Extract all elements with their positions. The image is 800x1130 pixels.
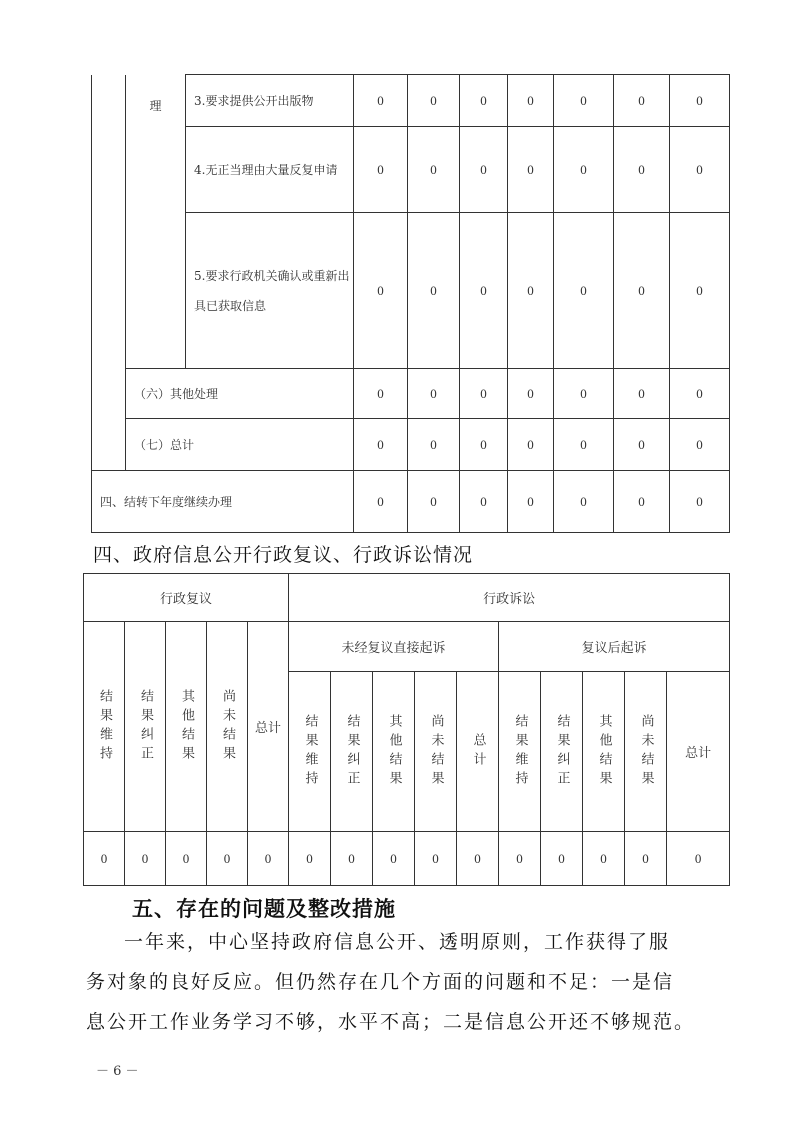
- col-header: 结果维持: [499, 672, 541, 832]
- cell: 0: [508, 419, 554, 471]
- cell: 0: [408, 419, 460, 471]
- cell: 0: [625, 832, 667, 886]
- col-header: 尚未结果: [625, 672, 667, 832]
- cell: 0: [408, 369, 460, 419]
- cell: 0: [408, 213, 460, 369]
- review-litigation-table: [83, 573, 730, 886]
- row-label: 3.要求提供公开出版物: [186, 75, 354, 127]
- cell: 0: [508, 213, 554, 369]
- cell: 0: [541, 832, 583, 886]
- col-header: 结果纠正: [331, 672, 373, 832]
- litigation-header: 行政诉讼: [289, 574, 730, 622]
- cell: 0: [554, 75, 614, 127]
- outer-indent-cell: [92, 75, 126, 471]
- direct-header: 未经复议直接起诉: [289, 622, 499, 672]
- cell: 0: [508, 127, 554, 213]
- row-label: 5.要求行政机关确认或重新出具已获取信息: [186, 213, 354, 369]
- cell: 0: [499, 832, 541, 886]
- cell: 0: [408, 127, 460, 213]
- section4-title: 四、政府信息公开行政复议、行政诉讼情况: [93, 544, 474, 566]
- col-header: 总计: [667, 672, 730, 832]
- row-label: （六）其他处理: [126, 369, 354, 419]
- col-header: 总计: [248, 622, 289, 832]
- cell: 0: [670, 471, 730, 533]
- row-label: （七）总计: [126, 419, 354, 471]
- cell: 0: [614, 213, 670, 369]
- cell: 0: [354, 471, 408, 533]
- cell: 0: [508, 369, 554, 419]
- cell: 0: [670, 75, 730, 127]
- row-label: 4.无正当理由大量反复申请: [186, 127, 354, 213]
- cell: 0: [614, 419, 670, 471]
- cell: 0: [670, 213, 730, 369]
- processing-table: [91, 74, 730, 533]
- cell: 0: [508, 75, 554, 127]
- cell: 0: [289, 832, 331, 886]
- cell: 0: [670, 369, 730, 419]
- col-header: 结果纠正: [541, 672, 583, 832]
- cell: 0: [554, 213, 614, 369]
- cell: 0: [554, 127, 614, 213]
- cell: 0: [248, 832, 289, 886]
- col-header: 总计: [457, 672, 499, 832]
- row-label: 四、结转下年度继续办理: [92, 471, 354, 533]
- cell: 0: [670, 127, 730, 213]
- cell: 0: [354, 75, 408, 127]
- cell: 0: [408, 75, 460, 127]
- col-header: 其他结果: [583, 672, 625, 832]
- para-line: 息公开工作业务学习不够，水平不高；二是信息公开还不够规范。: [86, 1011, 696, 1033]
- cell: 0: [125, 832, 166, 886]
- cell: 0: [84, 832, 125, 886]
- cell: 0: [354, 127, 408, 213]
- page-number: － 6 －: [96, 1064, 139, 1079]
- col-header: 尚未结果: [415, 672, 457, 832]
- after-review-header: 复议后起诉: [499, 622, 730, 672]
- cell: 0: [554, 369, 614, 419]
- section5-paragraph: [86, 922, 730, 1042]
- cell: 0: [415, 832, 457, 886]
- cell: 0: [408, 471, 460, 533]
- cell: 0: [667, 832, 730, 886]
- review-header: 行政复议: [84, 574, 289, 622]
- para-line: 务对象的良好反应。但仍然存在几个方面的问题和不足：一是信: [86, 971, 675, 993]
- cell: 0: [614, 127, 670, 213]
- cell: 0: [583, 832, 625, 886]
- cell: 0: [207, 832, 248, 886]
- cell: 0: [460, 127, 508, 213]
- cell: 0: [554, 419, 614, 471]
- cell: 0: [460, 419, 508, 471]
- side-label: 理: [126, 75, 186, 369]
- cell: 0: [614, 369, 670, 419]
- col-header: 结果维持: [289, 672, 331, 832]
- section5-title: 五、存在的问题及整改措施: [132, 896, 396, 921]
- cell: 0: [331, 832, 373, 886]
- col-header: 尚未结果: [207, 622, 248, 832]
- col-header: 其他结果: [373, 672, 415, 832]
- cell: 0: [460, 471, 508, 533]
- cell: 0: [670, 419, 730, 471]
- cell: 0: [373, 832, 415, 886]
- cell: 0: [457, 832, 499, 886]
- cell: 0: [554, 471, 614, 533]
- cell: 0: [354, 369, 408, 419]
- col-header: 结果纠正: [125, 622, 166, 832]
- cell: 0: [354, 213, 408, 369]
- col-header: 结果维持: [84, 622, 125, 832]
- cell: 0: [460, 75, 508, 127]
- cell: 0: [354, 419, 408, 471]
- cell: 0: [460, 369, 508, 419]
- cell: 0: [614, 75, 670, 127]
- cell: 0: [508, 471, 554, 533]
- cell: 0: [460, 213, 508, 369]
- para-line: 一年来，中心坚持政府信息公开、透明原则，工作获得了服: [124, 931, 671, 953]
- cell: 0: [614, 471, 670, 533]
- col-header: 其他结果: [166, 622, 207, 832]
- cell: 0: [166, 832, 207, 886]
